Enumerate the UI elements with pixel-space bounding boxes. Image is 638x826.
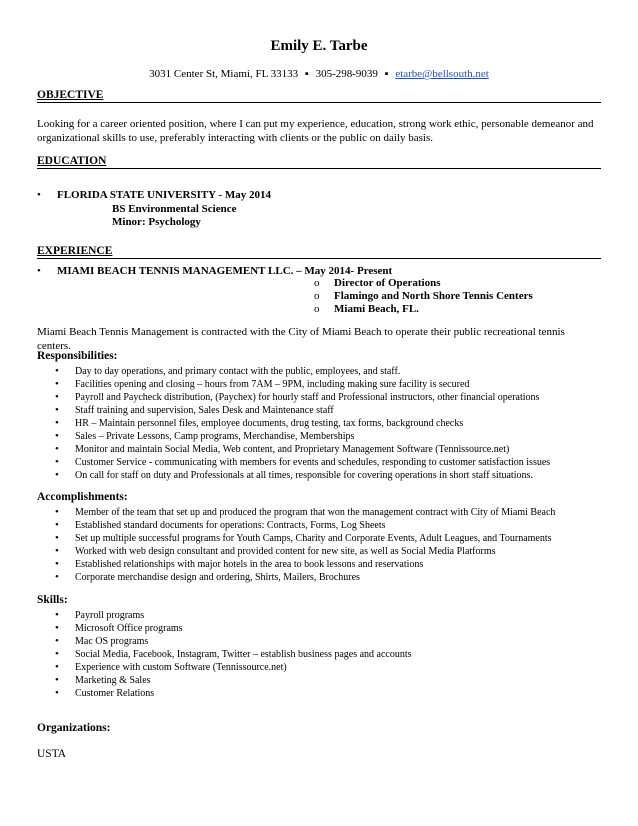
responsibilities-heading: Responsibilities: — [37, 350, 118, 362]
list-item: Customer Relations — [75, 688, 155, 699]
list-item: Facilities opening and closing – hours from 7AM – 9PM, including making sure facility is secured — [75, 379, 470, 390]
bullet-glyph: • — [55, 430, 59, 442]
experience-heading: EXPERIENCE — [37, 245, 601, 259]
experience-summary: Miami Beach Tennis Management is contracted with the City of Miami Beach to operate their public recreational tennis centers. — [37, 326, 565, 352]
list-item: Social Media, Facebook, Instagram, Twitter – establish business pages and accounts — [75, 649, 412, 660]
bullet-glyph: • — [55, 469, 59, 481]
list-item: Established standard documents for operations: Contracts, Forms, Log Sheets — [75, 520, 386, 531]
bullet-glyph: • — [55, 378, 59, 390]
list-item: Set up multiple successful programs for Youth Camps, Charity and Corporate Events, Adult Leagues, and Tournaments — [75, 533, 552, 544]
bullet-glyph: • — [55, 622, 59, 634]
list-item: Member of the team that set up and produced the program that won the management contract with City of Miami Beach — [75, 507, 556, 518]
bullet-glyph: • — [55, 609, 59, 621]
experience-detail: Flamingo and North Shore Tennis Centers — [334, 290, 533, 302]
education-degree: BS Environmental Science — [112, 203, 237, 215]
list-item: Microsoft Office programs — [75, 623, 183, 634]
bullet-glyph: • — [55, 635, 59, 647]
list-item: Payroll programs — [75, 610, 145, 621]
bullet-glyph: • — [55, 558, 59, 570]
objective-heading: OBJECTIVE — [37, 89, 601, 103]
bullet-glyph: • — [55, 365, 59, 377]
bullet-glyph: • — [55, 417, 59, 429]
bullet-glyph: • — [55, 648, 59, 660]
email-link[interactable]: etarbe@bellsouth.net — [395, 68, 489, 80]
list-item: Worked with web design consultant and provided content for new site, as well as Social Media Platforms — [75, 546, 496, 557]
phone: 305-298-9039 — [315, 68, 378, 80]
experience-employer: MIAMI BEACH TENNIS MANAGEMENT LLC. – May 2014- Present — [57, 265, 393, 277]
bullet-glyph: • — [55, 661, 59, 673]
bullet-glyph: • — [55, 506, 59, 518]
bullet-glyph: • — [37, 189, 41, 201]
list-item: Monitor and maintain Social Media, Web content, and Proprietary Management Software (Tennissource.net) — [75, 444, 510, 455]
list-item: Sales – Private Lessons, Camp programs, Merchandise, Memberships — [75, 431, 355, 442]
bullet-glyph: • — [55, 456, 59, 468]
bullet-glyph: • — [55, 545, 59, 557]
list-item: Experience with custom Software (Tennissource.net) — [75, 662, 287, 673]
list-item: Established relationships with major hotels in the area to book lessons and reservations — [75, 559, 424, 570]
bullet-glyph: • — [55, 571, 59, 583]
circle-bullet-glyph: o — [314, 290, 320, 302]
address: 3031 Center St, Miami, FL 33133 — [149, 68, 299, 80]
experience-detail: Miami Beach, FL. — [334, 303, 419, 315]
bullet-glyph: • — [55, 443, 59, 455]
circle-bullet-glyph: o — [314, 277, 320, 289]
contact-line — [37, 68, 601, 80]
education-school: FLORIDA STATE UNIVERSITY - May 2014 — [57, 189, 272, 201]
list-item: On call for staff on duty and Professionals at all times, responsible for covering operations in short staff situations. — [75, 470, 533, 481]
separator-1: ▪ — [304, 68, 309, 80]
bullet-glyph: • — [55, 532, 59, 544]
bullet-glyph: • — [55, 674, 59, 686]
objective-text: Looking for a career oriented position, where I can put my experience, education, strong work ethic, personable demeanor and organizational skills to use, preferably interacting with clients or the public on daily basis. — [37, 118, 594, 144]
list-item: HR – Maintain personnel files, employee documents, drug testing, tax forms, background checks — [75, 418, 464, 429]
accomplishments-heading: Accomplishments: — [37, 491, 128, 503]
candidate-name: Emily E. Tarbe — [270, 38, 368, 54]
bullet-glyph: • — [55, 391, 59, 403]
bullet-glyph: • — [55, 519, 59, 531]
list-item: Day to day operations, and primary contact with the public, employees, and staff. — [75, 366, 401, 377]
education-heading: EDUCATION — [37, 155, 601, 169]
list-item: Marketing & Sales — [75, 675, 151, 686]
skills-heading: Skills: — [37, 594, 68, 606]
list-item: Corporate merchandise design and ordering, Shirts, Mailers, Brochures — [75, 572, 360, 583]
separator-2: ▪ — [384, 68, 389, 80]
organizations-heading: Organizations: — [37, 722, 111, 734]
list-item: Staff training and supervision, Sales Desk and Maintenance staff — [75, 405, 334, 416]
experience-detail: Director of Operations — [334, 277, 441, 289]
list-item: Customer Service - communicating with members for events and schedules, responding to customer satisfaction issues — [75, 457, 551, 468]
bullet-glyph: • — [37, 265, 41, 277]
organization-item: USTA — [37, 748, 67, 760]
education-minor: Minor: Psychology — [112, 216, 201, 228]
list-item: Payroll and Paycheck distribution, (Paychex) for hourly staff and Professional instructors, other financial operations — [75, 392, 540, 403]
bullet-glyph: • — [55, 687, 59, 699]
circle-bullet-glyph: o — [314, 303, 320, 315]
bullet-glyph: • — [55, 404, 59, 416]
list-item: Mac OS programs — [75, 636, 149, 647]
